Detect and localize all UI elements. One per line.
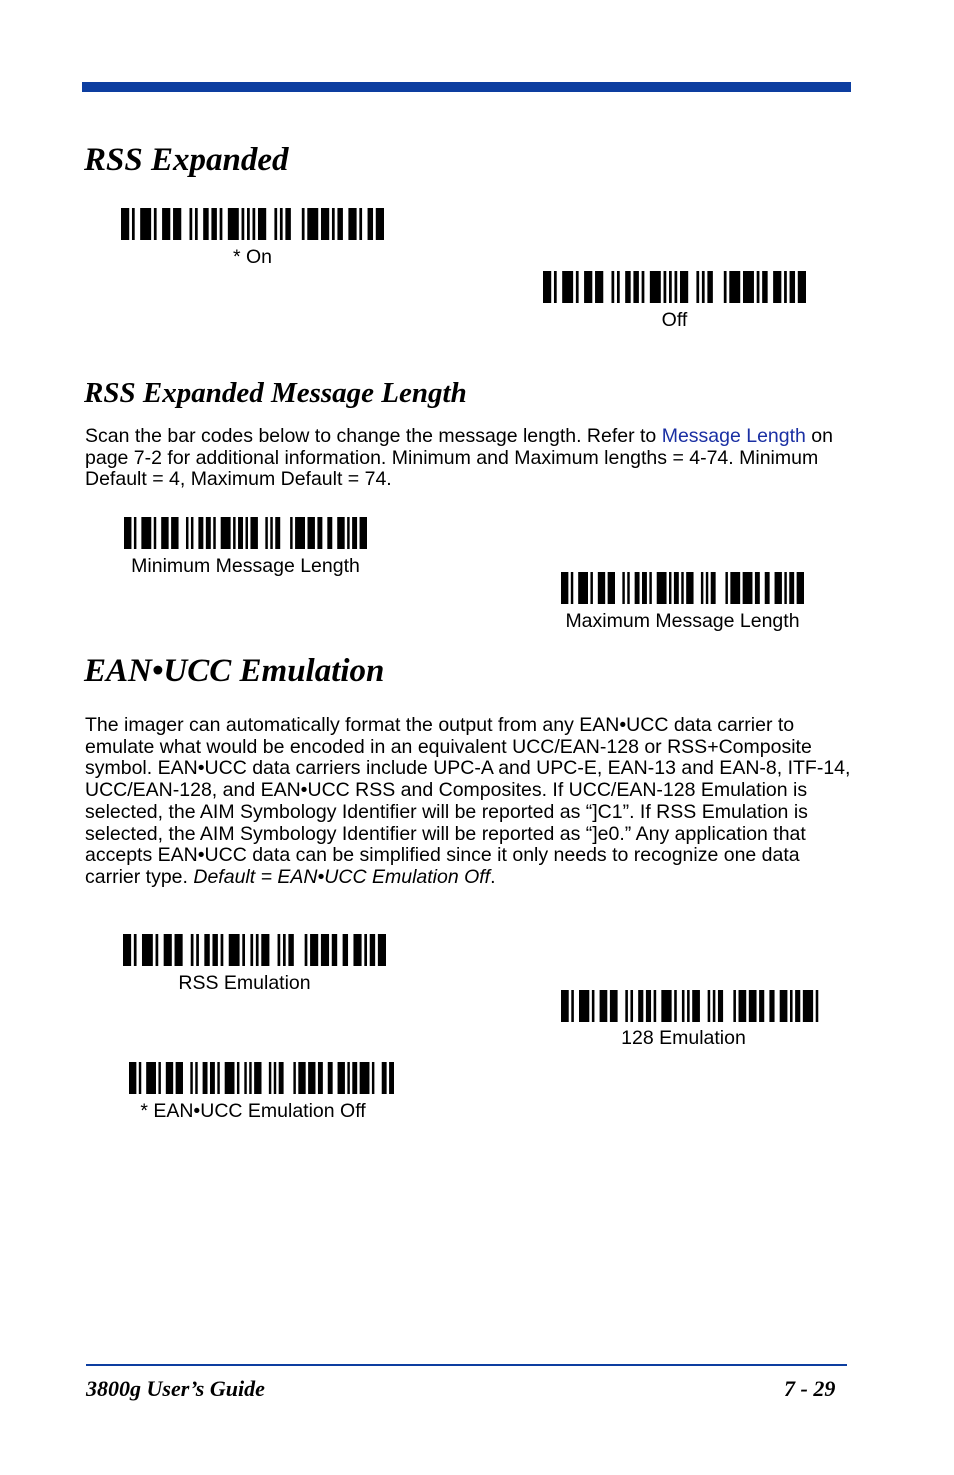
footer-page-number: 7 - 29 (784, 1376, 836, 1401)
ean-ucc-heading: EAN•UCC Emulation (84, 653, 385, 689)
emulation-off-label: * EAN•UCC Emulation Off (140, 1100, 366, 1122)
rss-on-barcode[interactable] (121, 208, 384, 240)
footer-rule (86, 1364, 847, 1366)
max-length-barcode[interactable] (561, 572, 804, 604)
rss-expanded-heading: RSS Expanded (84, 142, 289, 178)
rss-length-heading: RSS Expanded Message Length (84, 377, 467, 409)
header-rule (82, 82, 851, 92)
default-setting: Default = EAN•UCC Emulation Off (193, 865, 491, 888)
footer-guide-title: 3800g User’s Guide (86, 1376, 265, 1401)
min-length-label: Minimum Message Length (131, 555, 360, 577)
rss-on-label: * On (232, 246, 273, 268)
ean-ucc-description: The imager can automatically format the output from any EAN•UCC data carrier to emulate what would be encoded in an equivalent UCC/EAN-128 or RSS+Composite symbol. EAN•UCC data carriers include UPC-A and UPC-E, EAN-13 and EAN-8, ITF-14, UCC/EAN-128, and EAN•UCC RSS and Composites. If UCC/EAN-128 Emulation is selected, the AIM Symbology Identifier will be reported as “]C1”. If RSS Emulation is selected, the AIM Symbology Identifier will be reported as “]e0.” Any application that accepts EAN•UCC data can be simplified since it only needs to recognize one data carrier type. Default = EAN•UCC Emulation Off. (85, 714, 851, 888)
rss-emulation-label: RSS Emulation (178, 972, 311, 994)
rss-off-barcode[interactable] (543, 271, 806, 303)
max-length-label: Maximum Message Length (565, 610, 800, 632)
128-emulation-label: 128 Emulation (621, 1027, 746, 1049)
emulation-off-barcode[interactable] (129, 1062, 394, 1094)
rss-off-label: Off (661, 309, 688, 331)
rss-length-description: Scan the bar codes below to change the message length. Refer to Message Length on page 7-2 for additional information. Minimum and Maximum lengths = 4-74. Minimum Default = 4, Maximum Default = 74. (85, 425, 833, 491)
min-length-barcode[interactable] (124, 517, 367, 549)
message-length-link[interactable]: Message Length (661, 425, 806, 447)
128-emulation-barcode[interactable] (561, 990, 826, 1022)
rss-emulation-barcode[interactable] (123, 934, 386, 966)
